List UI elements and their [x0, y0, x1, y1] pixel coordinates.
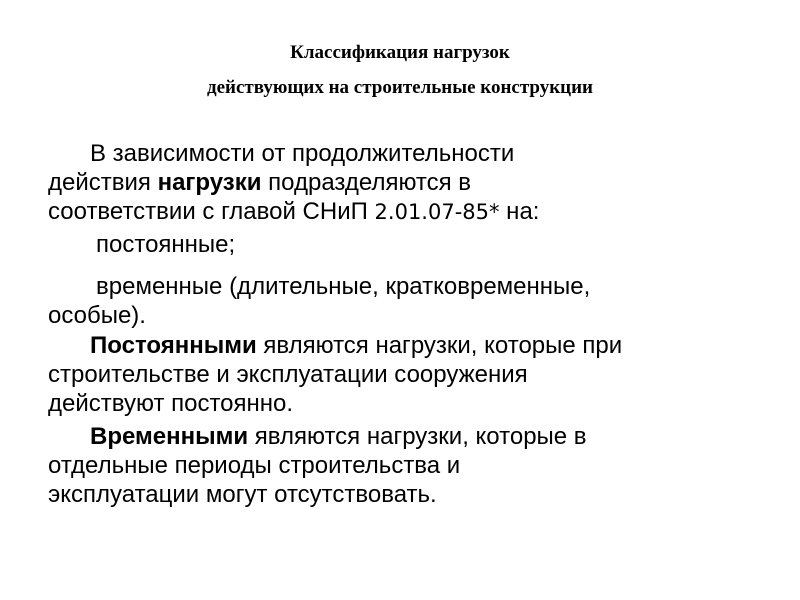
paragraph-1-line-2 — [48, 168, 768, 197]
paragraph-2-line-3: действуют постоянно. — [48, 390, 294, 417]
paragraph-permanent-definition — [48, 331, 768, 418]
term-temporary: Временными — [90, 423, 249, 450]
list-item-2-line-1: временные (длительные, кратковременные, — [96, 273, 591, 300]
paragraph-1-line-3 — [48, 197, 768, 227]
paragraph-3-line-1 — [48, 422, 768, 451]
paragraph-1-line-1: В зависимости от продолжительности — [90, 140, 515, 167]
paragraph-1-line-2-text-b: подразделяются в — [261, 169, 472, 196]
term-loads: нагрузки — [157, 169, 262, 196]
list-item-permanent — [48, 230, 768, 259]
paragraph-2-line-2: строительстве и эксплуатации сооружения — [48, 361, 528, 388]
paragraph-load-duration — [48, 139, 768, 227]
list-item-2-line-2: особые). — [48, 302, 146, 329]
paragraph-3-line-3: эксплуатации могут отсутствовать. — [48, 481, 437, 508]
paragraph-1-line-3-text-a: соответствии с главой СНиП — [48, 198, 375, 225]
paragraph-3-line-1-rest: являются нагрузки, которые в — [248, 423, 587, 450]
paragraph-3-line-2: отдельные периоды строительства и — [48, 452, 461, 479]
paragraph-2-line-1-rest: являются нагрузки, которые при — [256, 332, 623, 359]
snip-code: 2.01.07-85* — [374, 200, 500, 224]
paragraph-2-line-1 — [48, 331, 768, 360]
list-item-temporary — [48, 272, 768, 330]
paragraph-1-line-2-text-a: действия — [48, 169, 158, 196]
paragraph-1-line-3-text-b: на: — [499, 198, 540, 225]
term-permanent: Постоянными — [90, 332, 257, 359]
paragraph-temporary-definition — [48, 422, 768, 509]
slide-title-line-1: Классификация нагрузок — [290, 42, 510, 63]
list-item-1-text: постоянные; — [96, 231, 236, 258]
slide-title-line-2: действующих на строительные конструкции — [206, 77, 594, 98]
